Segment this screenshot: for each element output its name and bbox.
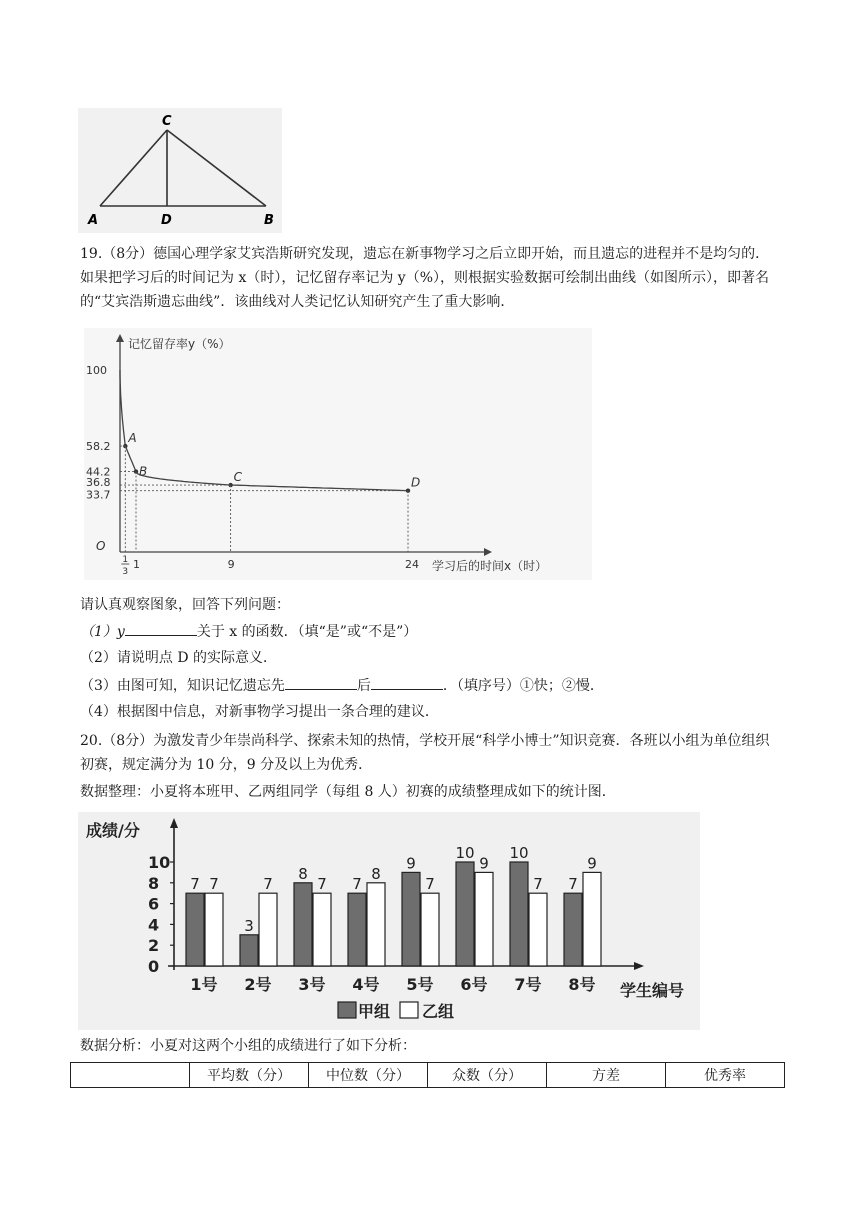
curve-point-label-d: D [411,475,421,490]
triangle-svg [78,108,282,233]
bar-label-jia-8: 7 [568,875,578,894]
table-header-median: 中位数（分） [309,1063,428,1088]
curve-origin-label: O [96,539,106,553]
bar-yi-4 [367,883,385,966]
vertex-label-b: B [264,213,274,228]
q19-sub3 [80,675,604,696]
bar-label-jia-3: 8 [298,864,308,883]
curve-x-tick-1: 1 [133,558,140,571]
stats-table-header-row [71,1063,785,1088]
q20-data-analysis: 数据分析：小夏对这两个小组的成绩进行了如下分析： [80,1038,416,1054]
q19-sub1-blank[interactable] [125,621,197,636]
q19-sub3-blank-1[interactable] [285,675,357,690]
curve-x-tick-9: 9 [227,558,235,571]
bar-x-axis-label: 学生编号 [620,981,685,1000]
bar-yi-1 [205,893,223,966]
bar-jia-6 [456,862,474,966]
bar-category-6: 6号 [460,975,488,994]
q19-sub3-blank-2[interactable] [371,675,443,690]
bar-label-yi-6: 9 [479,854,489,873]
vertex-label-c: C [162,114,172,129]
q20-paragraph: 20.（8分）为激发青少年崇尚科学、探索未知的热情，学校开展“科学小博士”知识竞赛．各班以小组为单位组织初赛，规定满分为 10 分，9 分及以上为优秀． [80,733,770,773]
legend-label-jia: 甲组 [358,1002,391,1021]
q19-paragraph: 19.（8分）德国心理学家艾宾浩斯研究发现，遗忘在新事物学习之后立即开始，而且遗忘的进程并不是均匀的．如果把学习后的时间记为 x（时），记忆留存率记为 y（%），则根据实验数据可绘制出曲线（如图所示），即著名的“艾宾浩斯遗忘曲线”．该曲线对人类记忆认知研究产生了重大影响． [80,246,770,310]
bar-y-tick-2: 2 [148,936,160,956]
bar-jia-7 [510,862,528,966]
bar-jia-8 [564,893,582,966]
curve-y-tick-0: 100 [86,364,107,377]
curve-point-label-b: B [139,464,148,479]
forgetting-curve-svg [84,328,592,580]
bar-y-tick-10: 10 [148,853,171,872]
table-header-excellence-rate: 优秀率 [666,1063,785,1088]
table-header-mode: 众数（分） [428,1063,547,1088]
bar-y-axis-label: 成绩/分 [86,821,140,840]
bar-jia-3 [294,883,312,966]
bar-category-2: 2号 [244,975,272,994]
bar-label-jia-7: 10 [509,844,529,862]
q19-sub1-post: 关于 x 的函数．（填“是”或“不是”） [196,624,418,640]
bar-label-yi-3: 7 [317,875,327,894]
bar-jia-1 [186,893,204,966]
table-header-mean: 平均数（分） [190,1063,309,1088]
bar-label-yi-1: 7 [209,875,219,894]
bar-yi-3 [313,893,331,966]
curve-x-axis-label: 学习后的时间x（时） [432,559,548,573]
bar-label-yi-4: 8 [371,864,381,883]
score-bar-figure [78,812,700,1030]
legend-swatch-jia [338,1002,356,1018]
curve-point-label-a: A [128,431,137,446]
bar-label-jia-2: 3 [244,916,254,935]
bar-label-yi-8: 9 [587,854,597,873]
bar-yi-8 [583,872,601,966]
bar-jia-5 [402,872,420,966]
bar-category-4: 4号 [352,975,380,994]
q19-sub3-post: ．（填序号）①快；②慢． [442,678,604,694]
curve-x-tick-24: 24 [405,558,419,571]
bar-y-tick-0: 0 [148,957,160,976]
bar-yi-6 [475,872,493,966]
bar-y-tick-6: 6 [148,894,160,914]
curve-y-tick-4: 33.7 [86,488,111,502]
bar-label-jia-4: 7 [352,875,362,894]
bar-label-jia-5: 9 [406,854,416,873]
q19-sub1-pre: （1）y [80,624,125,640]
bar-category-5: 5号 [406,975,434,994]
q19-sub2: （2）请说明点 D 的实际意义． [80,650,278,666]
legend-label-yi: 乙组 [422,1002,455,1021]
forgetting-curve-figure [84,328,592,580]
q19-sub1 [80,621,417,642]
q19-sub3-mid: 后 [356,678,371,694]
bar-label-yi-5: 7 [425,875,435,894]
triangle-figure [78,108,282,233]
curve-y-tick-2: 44.2 [86,465,111,479]
curve-x-tick-third-den: 3 [122,567,129,577]
q20-data-organization: 数据整理：小夏将本班甲、乙两组同学（每组 8 人）初赛的成绩整理成如下的统计图． [80,784,616,800]
table-header-cell-blank [71,1063,190,1088]
stats-table [70,1062,785,1088]
bar-category-1: 1号 [190,975,218,994]
bar-label-yi-7: 7 [533,875,543,894]
bar-category-8: 8号 [568,975,596,994]
legend-swatch-yi [400,1002,418,1018]
bar-label-jia-1: 7 [190,875,200,894]
vertex-label-d: D [161,213,172,228]
q19-prompt: 请认真观察图象，回答下列问题： [80,597,290,613]
table-header-variance: 方差 [547,1063,666,1088]
bar-y-tick-8: 8 [148,873,160,893]
curve-y-tick-1: 58.2 [86,440,111,454]
vertex-label-a: A [88,213,99,228]
bar-yi-5 [421,893,439,966]
q19-sub4: （4）根据图中信息，对新事物学习提出一条合理的建议． [80,704,439,720]
bar-yi-7 [529,893,547,966]
curve-point-label-c: C [233,470,242,485]
bar-category-3: 3号 [298,975,326,994]
bar-label-yi-2: 7 [263,875,273,894]
bar-y-tick-4: 4 [148,915,160,935]
curve-x-tick-third-num: 1 [122,555,129,565]
q19-sub3-pre: （3）由图可知，知识记忆遗忘先 [80,678,285,694]
bar-jia-2 [240,935,258,966]
curve-y-axis-label: 记忆留存率y（%） [128,337,231,351]
bar-yi-2 [259,893,277,966]
bar-label-jia-6: 10 [455,844,475,862]
curve-y-tick-3: 36.8 [86,476,111,490]
score-bar-svg [78,812,700,1030]
bar-category-7: 7号 [514,975,542,994]
forgetting-curve-line [120,370,408,491]
bar-jia-4 [348,893,366,966]
